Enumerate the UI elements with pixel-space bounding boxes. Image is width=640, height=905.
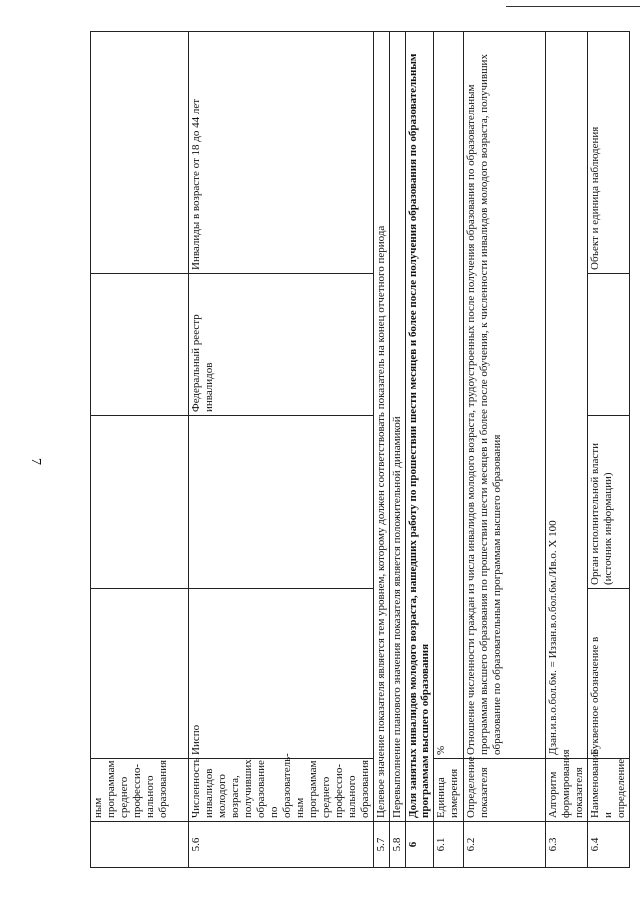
row-number: 6.2	[464, 822, 546, 868]
row-value-cell: %	[434, 32, 464, 759]
table-row	[546, 32, 588, 868]
designation-cell: Ииспо	[189, 589, 374, 759]
source-cell: Федеральный реестр инвалидов	[189, 274, 374, 416]
table-row	[405, 32, 434, 868]
indicator-name-cell: ным программам среднего профессио-нального образования	[91, 759, 189, 822]
indicator-name-cell: Численность инвалидов молодого возраста, получивших образование по образователь-ным программам среднего профессио-нального образования	[189, 759, 374, 822]
row-label-cell: Определение показателя	[464, 759, 546, 822]
table-row	[373, 32, 389, 868]
table-row	[588, 32, 630, 868]
row-label-cell: Единица измерения	[434, 759, 464, 822]
row-value-cell: Отношение численности граждан из числа инвалидов молодого возраста, трудоустроенных после получения образования по образовательным программам высшего образования по прошествии шести месяцев и более после обучения, к численности инвалидов молодого возраста, получивших образование по образовательным программам высшего образования	[464, 32, 546, 759]
table-row	[389, 32, 405, 868]
top-rule	[506, 6, 640, 7]
table-cell	[91, 416, 189, 589]
page-number: 7	[28, 458, 43, 465]
table-cell	[91, 32, 189, 274]
row-text-cell: Целевое значение показателя является тем уровнем, которому должен соответствовать показатель на конец отчетного периода	[373, 32, 389, 822]
indicator-table	[90, 31, 630, 868]
table-row	[464, 32, 546, 868]
row-number	[91, 822, 189, 868]
row-label-cell: Алгоритм формирования показателя	[546, 759, 588, 822]
row-label-cell: Наименование и определение	[588, 759, 630, 822]
header-cell: Объект и единица наблюдения	[588, 32, 630, 274]
table-row	[91, 32, 189, 868]
header-cell	[588, 274, 630, 416]
row-value-cell: Дзан.и.в.о.бол.6м. = Иззан.в.о.бол.6м./Ив.о. X 100	[546, 32, 588, 759]
row-number: 6.3	[546, 822, 588, 868]
table-row	[189, 32, 374, 868]
table-row	[434, 32, 464, 868]
row-number: 6	[405, 822, 434, 868]
row-number: 6.1	[434, 822, 464, 868]
row-number: 5.7	[373, 822, 389, 868]
row-text-cell: Перевыполнение планового значения показателя является положительной динамикой	[389, 32, 405, 822]
row-number: 5.6	[189, 822, 374, 868]
table-cell	[189, 416, 374, 589]
row-number: 6.4	[588, 822, 630, 868]
header-cell: Буквенное обозначение в	[588, 589, 630, 759]
table-cell	[91, 274, 189, 416]
table-cell	[91, 589, 189, 759]
indicator-title-cell: Доля занятых инвалидов молодого возраста, нашедших работу по прошествии шести месяцев и более после получения образования по образовательным программам высшего образования	[405, 32, 434, 822]
row-number: 5.8	[389, 822, 405, 868]
indicator-table-wrapper	[90, 32, 628, 868]
rotated-table-container	[90, 32, 628, 868]
observation-object-cell: Инвалиды в возрасте от 18 до 44 лет	[189, 32, 374, 274]
header-cell: Орган исполнительной власти (источник информации)	[588, 416, 630, 589]
